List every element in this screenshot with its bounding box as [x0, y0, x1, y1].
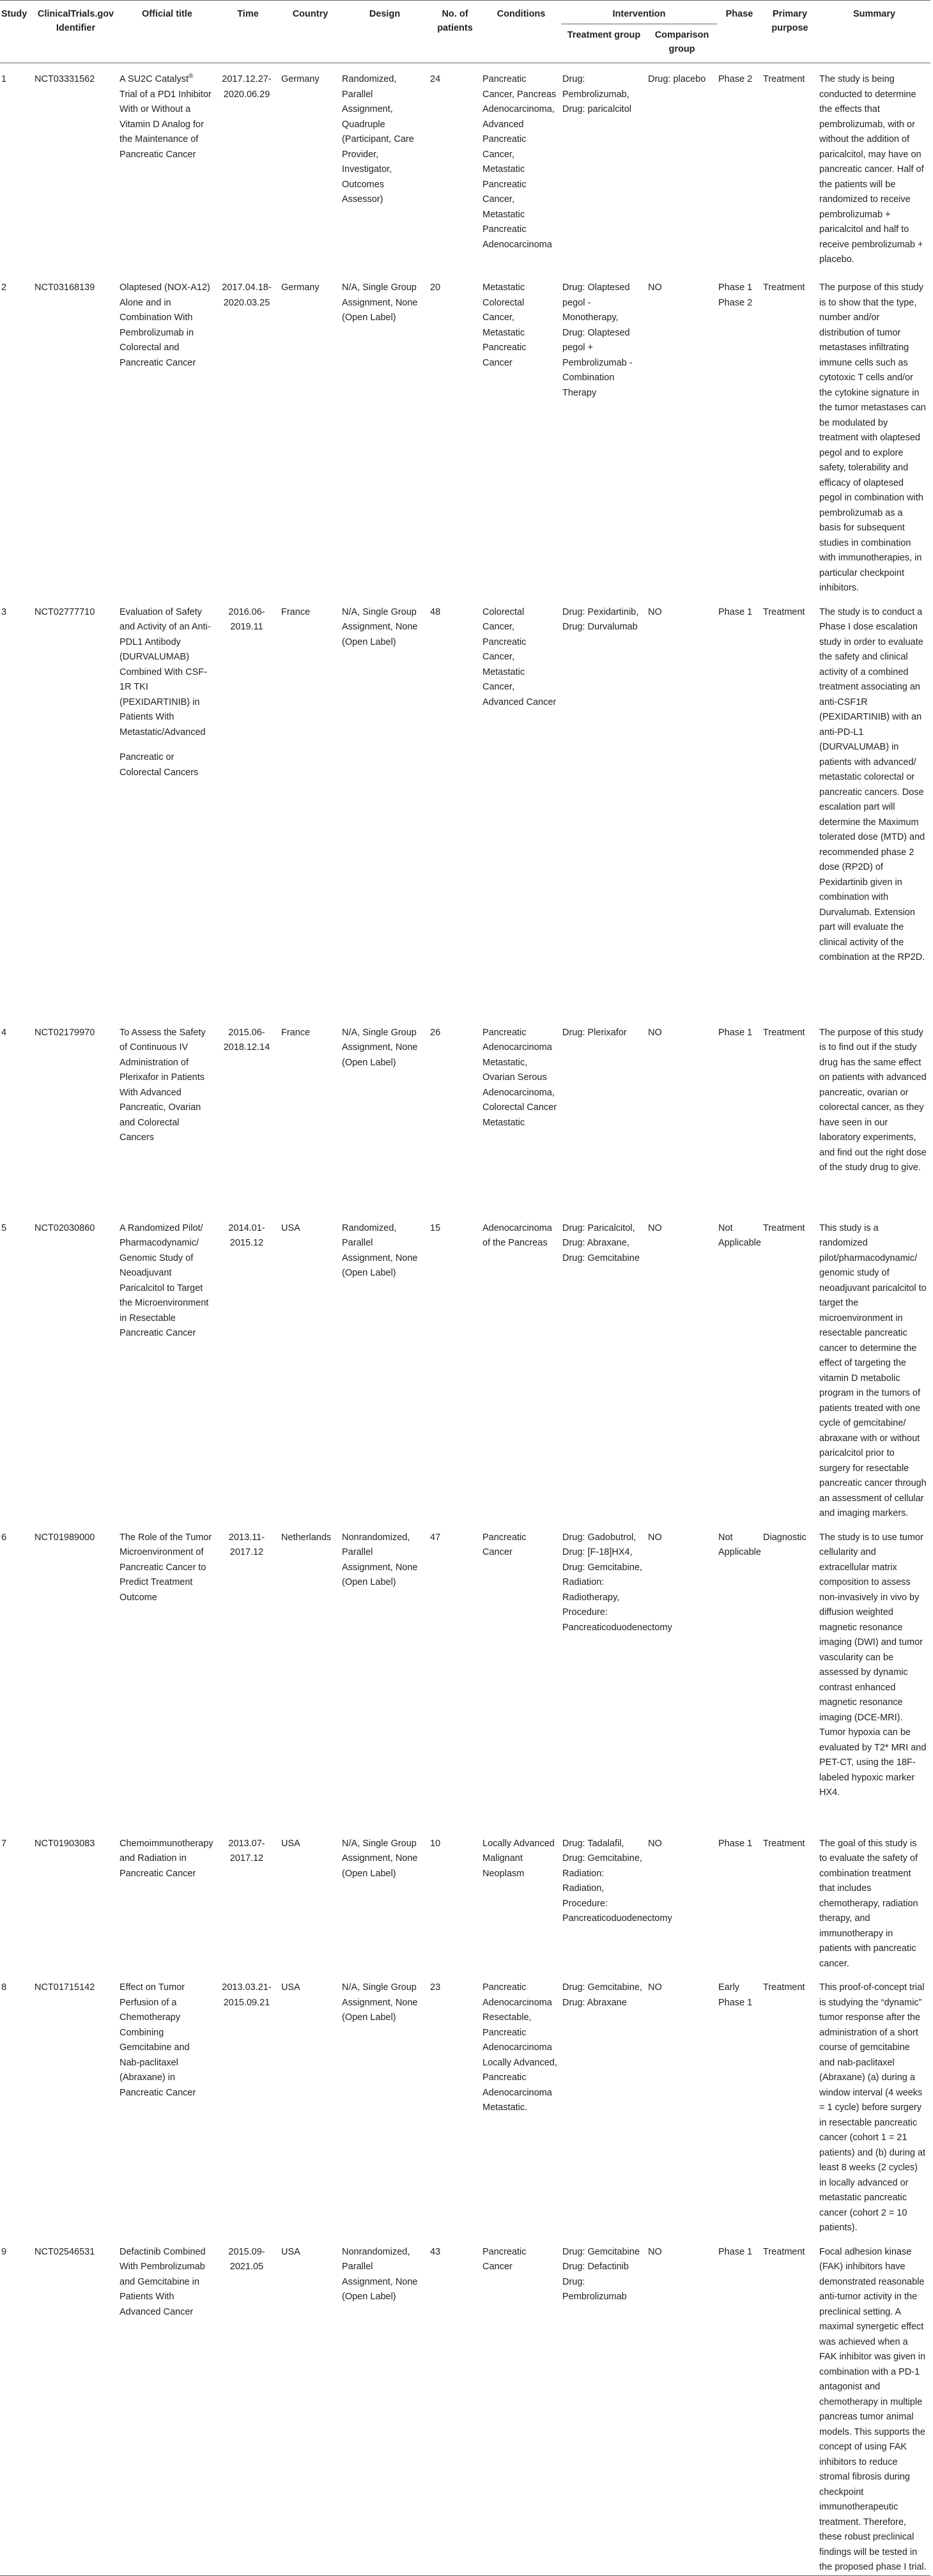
- table-row: [0, 1828, 930, 1972]
- table-row: [0, 1522, 930, 1828]
- cell-comparison-group: NO: [648, 2246, 662, 2257]
- cell-title: [118, 63, 216, 272]
- cell-design: N/A, Single Group Assignment, None (Open Label): [342, 606, 418, 647]
- cell-country: France: [281, 606, 311, 617]
- cell-phase: Early Phase 1: [718, 1982, 753, 2008]
- cell-comparison-group: NO: [648, 1222, 662, 1233]
- table-row: [0, 1971, 930, 2236]
- cell-country: Netherlands: [281, 1532, 332, 1543]
- cell-design: N/A, Single Group Assignment, None (Open Label): [342, 1027, 418, 1068]
- cell-phase: Phase 1: [718, 1027, 753, 1038]
- cell-design: Nonrandomized, Parallel Assignment, None (Open Label): [342, 2246, 418, 2302]
- cell-summary: The goal of this study is to evaluate the safety of combination treatment that includes chemotherapy, radiation therapy, and immunotherapy in patients with pancreatic cancer.: [819, 1838, 918, 1969]
- cell-design: N/A, Single Group Assignment, None (Open Label): [342, 1982, 418, 2023]
- header-purpose: Primary purpose: [762, 1, 818, 63]
- cell-phase: Phase 1: [718, 606, 753, 617]
- cell-country: USA: [281, 1838, 300, 1849]
- cell-identifier: NCT03331562: [35, 74, 95, 84]
- title-text-cont: Trial of a PD1 Inhibitor With or Without a Vitamin D Analog for the Maintenance of Pancreatic Cancer: [120, 89, 212, 160]
- cell-phase: Phase 1: [718, 2246, 753, 2257]
- cell-title: Effect on Tumor Perfusion of a Chemotherapy Combining Gemcitabine and Nab-paclitaxel (Abraxane) in Pancreatic Cancer: [120, 1982, 196, 2098]
- registered-mark: ®: [189, 73, 194, 81]
- cell-patients: 10: [430, 1838, 441, 1849]
- cell-patients: 24: [430, 74, 441, 84]
- cell-time: 2016.06-2019.11: [228, 606, 265, 632]
- cell-summary: The study is being conducted to determine the effects that pembrolizumab, with or without the addition of paricalcitol, may have on pancreatic cancer. Half of the patients will be randomized to receive pembrolizumab + paricalcitol and half to receive pembrolizumab + placebo.: [819, 74, 924, 265]
- cell-summary: This proof-of-concept trial is studying the “dynamic” tumor response after the administration of a short course of gemcitabine and nab-paclitaxel (Abraxane) (a) during a window interval (4 weeks = 1 cycle) before surgery in resectable pancreatic cancer (cohort 1 = 21 patients) and (b) during at least 8 weeks (2 cycles) in locally advanced or metastatic pancreatic cancer (cohort 2 = 10 patients).: [819, 1982, 926, 2233]
- cell-time: 2017.12.27-2020.06.29: [222, 74, 272, 100]
- cell-title: Chemoimmunotherapy and Radiation in Pancreatic Cancer: [120, 1838, 213, 1879]
- cell-design: N/A, Single Group Assignment, None (Open Label): [342, 1838, 418, 1879]
- cell-summary: The study is to conduct a Phase I dose escalation study in order to evaluate the safety and clinical activity of a combined treatment associating an anti-CSF1R (PEXIDARTINIB) with an anti-PD-L1 (DURVALUMAB) in patients with advanced/ metastatic colorectal or pancreatic cancers. Dose escalation part will determine the Maximum tolerated dose (MTD) and recommended phase 2 dose (RP2D) of Pexidartinib given in combination with Durvalumab. Extension part will evaluate the clinical activity of the combination at the RP2D.: [819, 606, 925, 962]
- cell-identifier: NCT01989000: [35, 1532, 95, 1543]
- cell-treatment-group: Drug: Plerixafor: [562, 1027, 627, 1038]
- cell-design: Randomized, Parallel Assignment, None (Open Label): [342, 1222, 418, 1278]
- cell-comparison-group: NO: [648, 1838, 662, 1849]
- cell-design: Randomized, Parallel Assignment, Quadruple (Participant, Care Provider, Investigator, Outcomes Assessor): [342, 74, 414, 204]
- table-row: [0, 272, 930, 596]
- cell-purpose: Treatment: [763, 1838, 805, 1849]
- cell-treatment-group: Drug: Tadalafil, Drug: Gemcitabine, Radiation: Radiation, Procedure: Pancreaticoduodenectomy: [562, 1838, 672, 1924]
- cell-study: 2: [1, 282, 7, 293]
- cell-identifier: NCT02777710: [35, 606, 95, 617]
- cell-study: 3: [1, 606, 7, 617]
- cell-summary: The purpose of this study is to show that the type, number and/or distribution of tumor metastases infiltrating immune cells such as cytotoxic T cells and/or the cytokine signature in the tumor metastases can be modulated by treatment with olaptesed pegol and to explore safety, tolerability and efficacy of olaptesed pegol in combination with pembrolizumab as a basis for subsequent studies in combination with immunotherapies, in particular checkpoint inhibitors.: [819, 282, 926, 593]
- cell-study: 5: [1, 1222, 7, 1233]
- cell-purpose: Treatment: [763, 1027, 805, 1038]
- cell-identifier: NCT02030860: [35, 1222, 95, 1233]
- table-body: [0, 63, 930, 2576]
- cell-conditions: Pancreatic Cancer: [482, 2246, 527, 2272]
- cell-summary: This study is a randomized pilot/pharmacodynamic/ genomic study of neoadjuvant paricalcitol to target the microenvironment in resectable pancreatic cancer to determine the effect of targeting the vitamin D metabolic program in the tumors of patients treated with one cycle of gemcitabine/ abraxane with or without paricalcitol prior to surgery for resectable pancreatic cancer through an assessment of cellular and imaging markers.: [819, 1222, 927, 1518]
- cell-comparison-group: NO: [648, 606, 662, 617]
- cell-purpose: Treatment: [763, 606, 805, 617]
- cell-patients: 47: [430, 1532, 441, 1543]
- cell-title: A Randomized Pilot/ Pharmacodynamic/ Genomic Study of Neoadjuvant Paricalcitol to Target the Microenvironment in Resectable Pancreatic Cancer: [120, 1222, 209, 1338]
- cell-comparison-group: Drug: placebo: [648, 74, 706, 84]
- header-summary: Summary: [818, 1, 930, 63]
- cell-treatment-group: Drug: Paricalcitol, Drug: Abraxane, Drug: Gemcitabine: [562, 1222, 640, 1263]
- cell-time: 2017.04.18-2020.03.25: [222, 282, 272, 308]
- cell-country: Germany: [281, 282, 320, 293]
- header-study: Study: [0, 1, 33, 63]
- cell-conditions: Locally Advanced Malignant Neoplasm: [482, 1838, 555, 1879]
- cell-purpose: Treatment: [763, 1222, 805, 1233]
- cell-time: 2013.03.21-2015.09.21: [222, 1982, 272, 2008]
- header-time: Time: [216, 1, 280, 63]
- cell-treatment-group: [561, 2236, 647, 2576]
- cell-comparison-group: NO: [648, 1982, 662, 1993]
- treatment-line: Drug: Pembrolizumab: [562, 2276, 627, 2302]
- table-row: [0, 596, 930, 1017]
- cell-summary: The study is to use tumor cellularity and extracellular matrix composition to assess non-invasively in vivo by diffusion weighted magnetic resonance imaging (DWI) and tumor vascularity can be assessed by dynamic contrast enhanced magnetic resonance imaging (DCE-MRI). Tumor hypoxia can be evaluated by T2* MRI and PET-CT, using the 18F-labeled hypoxic marker HX4.: [819, 1532, 927, 1798]
- cell-purpose: Diagnostic: [763, 1532, 806, 1543]
- cell-time: 2013.11-2017.12: [228, 1532, 265, 1557]
- cell-conditions: Colorectal Cancer, Pancreatic Cancer, Metastatic Cancer, Advanced Cancer: [482, 606, 557, 707]
- cell-comparison-group: NO: [648, 1532, 662, 1543]
- cell-country: France: [281, 1027, 311, 1038]
- cell-identifier: NCT01903083: [35, 1838, 95, 1849]
- cell-identifier: NCT02546531: [35, 2246, 95, 2257]
- cell-title: Olaptesed (NOX-A12) Alone and in Combination With Pembrolizumab in Colorectal and Pancreatic Cancer: [120, 282, 210, 368]
- table-row: [0, 63, 930, 272]
- cell-phase: Phase 1: [718, 1838, 753, 1849]
- treatment-line: Drug: Defactinib: [562, 2262, 629, 2272]
- cell-study: 1: [1, 74, 7, 84]
- header-title: Official title: [118, 1, 216, 63]
- cell-summary: The purpose of this study is to find out if the study drug has the same effect on patients with advanced pancreatic, ovarian or colorectal cancer, as they have seen in our laboratory experiments, and find out the right dose of the study drug to give.: [819, 1027, 927, 1173]
- cell-design: N/A, Single Group Assignment, None (Open Label): [342, 282, 418, 323]
- cell-time: 2015.09-2021.05: [228, 2246, 265, 2272]
- cell-time: 2013.07-2017.12: [228, 1838, 265, 1863]
- cell-study: 7: [1, 1838, 7, 1849]
- cell-title: The Role of the Tumor Microenvironment of Pancreatic Cancer to Predict Treatment Outcome: [120, 1532, 212, 1603]
- cell-conditions: Pancreatic Adenocarcinoma Metastatic, Ovarian Serous Adenocarcinoma, Colorectal Cancer Metastatic: [482, 1027, 557, 1128]
- cell-phase: Phase 2: [718, 74, 753, 84]
- cell-treatment-group: Drug: Gadobutrol, Drug: [F-18]HX4, Drug: Gemcitabine, Radiation: Radiotherapy, Procedure: Pancreaticoduodenectomy: [562, 1532, 672, 1633]
- header-treatment-group: Treatment group: [561, 24, 647, 63]
- cell-study: 4: [1, 1027, 7, 1038]
- title-text-cont: Pancreatic or Colorectal Cancers: [120, 752, 199, 778]
- cell-identifier: NCT01715142: [35, 1982, 95, 1993]
- cell-conditions: Pancreatic Cancer, Pancreas Adenocarcinoma, Advanced Pancreatic Cancer, Metastatic Pancreatic Cancer, Metastatic Pancreatic Adenocarcinoma: [482, 74, 557, 250]
- cell-purpose: Treatment: [763, 74, 805, 84]
- header-intervention: Intervention: [561, 1, 717, 24]
- title-text: Evaluation of Safety and Activity of an Anti-PDL1 Antibody (DURVALUMAB) Combined With CSF-1R TKI (PEXIDARTINIB) in Patients With Metastatic/Advanced: [120, 606, 211, 737]
- cell-patients: 20: [430, 282, 441, 293]
- cell-patients: 15: [430, 1222, 441, 1233]
- cell-time: 2014.01-2015.12: [228, 1222, 265, 1248]
- cell-treatment-group: Drug: Pembrolizumab, Drug: paricalcitol: [562, 74, 631, 114]
- cell-study: 9: [1, 2246, 7, 2257]
- cell-study: 6: [1, 1532, 7, 1543]
- treatment-line: Drug: Gemcitabine: [562, 2246, 640, 2257]
- header-patients: No. of patients: [429, 1, 481, 63]
- cell-comparison-group: NO: [648, 282, 662, 293]
- cell-title: To Assess the Safety of Continuous IV Administration of Plerixafor in Patients With Advanced Pancreatic, Ovarian and Colorectal Cancers: [120, 1027, 206, 1143]
- header-design: Design: [341, 1, 429, 63]
- cell-purpose: Treatment: [763, 282, 805, 293]
- cell-identifier: NCT02179970: [35, 1027, 95, 1038]
- header-phase: Phase: [717, 1, 762, 63]
- cell-country: Germany: [281, 74, 320, 84]
- cell-phase: Not Applicable: [718, 1532, 761, 1557]
- cell-country: USA: [281, 2246, 300, 2257]
- cell-treatment-group: Drug: Olaptesed pegol - Monotherapy, Drug: Olaptesed pegol + Pembrolizumab - Combination Therapy: [562, 282, 633, 398]
- header-comparison-group: Comparison group: [647, 24, 717, 63]
- cell-patients: 23: [430, 1982, 441, 1993]
- cell-time: 2015.06-2018.12.14: [223, 1027, 270, 1053]
- header-identifier: ClinicalTrials.gov Identifier: [33, 1, 118, 63]
- cell-conditions: Pancreatic Cancer: [482, 1532, 527, 1557]
- cell-phase: Phase 1 Phase 2: [718, 282, 753, 308]
- cell-patients: 43: [430, 2246, 441, 2257]
- cell-treatment-group: Drug: Pexidartinib, Drug: Durvalumab: [562, 606, 639, 632]
- table-row: [0, 1017, 930, 1212]
- header-country: Country: [280, 1, 341, 63]
- title-text: A SU2C Catalyst: [120, 74, 189, 84]
- cell-comparison-group: NO: [648, 1027, 662, 1038]
- cell-purpose: Treatment: [763, 2246, 805, 2257]
- cell-title: Defactinib Combined With Pembrolizumab and Gemcitabine in Patients With Advanced Cancer: [120, 2246, 206, 2317]
- cell-conditions: Metastatic Colorectal Cancer, Metastatic Pancreatic Cancer: [482, 282, 527, 368]
- cell-conditions: Pancreatic Adenocarcinoma Resectable, Pancreatic Adenocarcinoma Locally Advanced, Pancreatic Adenocarcinoma Metastatic.: [482, 1982, 557, 2113]
- table-row: [0, 1212, 930, 1522]
- cell-summary: Focal adhesion kinase (FAK) inhibitors have demonstrated reasonable anti-tumor activity in the preclinical setting. A maximal synergetic effect was achieved when a FAK inhibitor was given in combination with a PD-1 antagonist and chemotherapy in multiple pancreas tumor animal models. This supports the concept of using FAK inhibitors to reduce stromal fibrosis during checkpoint immunotherapeutic treatment. Therefore, these robust preclinical findings will be tested in the proposed phase I trial.: [819, 2246, 927, 2572]
- cell-patients: 48: [430, 606, 441, 617]
- cell-country: USA: [281, 1982, 300, 1993]
- cell-country: USA: [281, 1222, 300, 1233]
- cell-conditions: Adenocarcinoma of the Pancreas: [482, 1222, 552, 1248]
- cell-identifier: NCT03168139: [35, 282, 95, 293]
- table-header: [0, 1, 930, 63]
- cell-study: 8: [1, 1982, 7, 1993]
- header-conditions: Conditions: [481, 1, 561, 63]
- cell-treatment-group: Drug: Gemcitabine, Drug: Abraxane: [562, 1982, 642, 2008]
- cell-purpose: Treatment: [763, 1982, 805, 1993]
- cell-title: [118, 596, 216, 1017]
- cell-patients: 26: [430, 1027, 441, 1038]
- table-row: [0, 2236, 930, 2576]
- cell-phase: Not Applicable: [718, 1222, 761, 1248]
- cell-design: Nonrandomized, Parallel Assignment, None (Open Label): [342, 1532, 418, 1587]
